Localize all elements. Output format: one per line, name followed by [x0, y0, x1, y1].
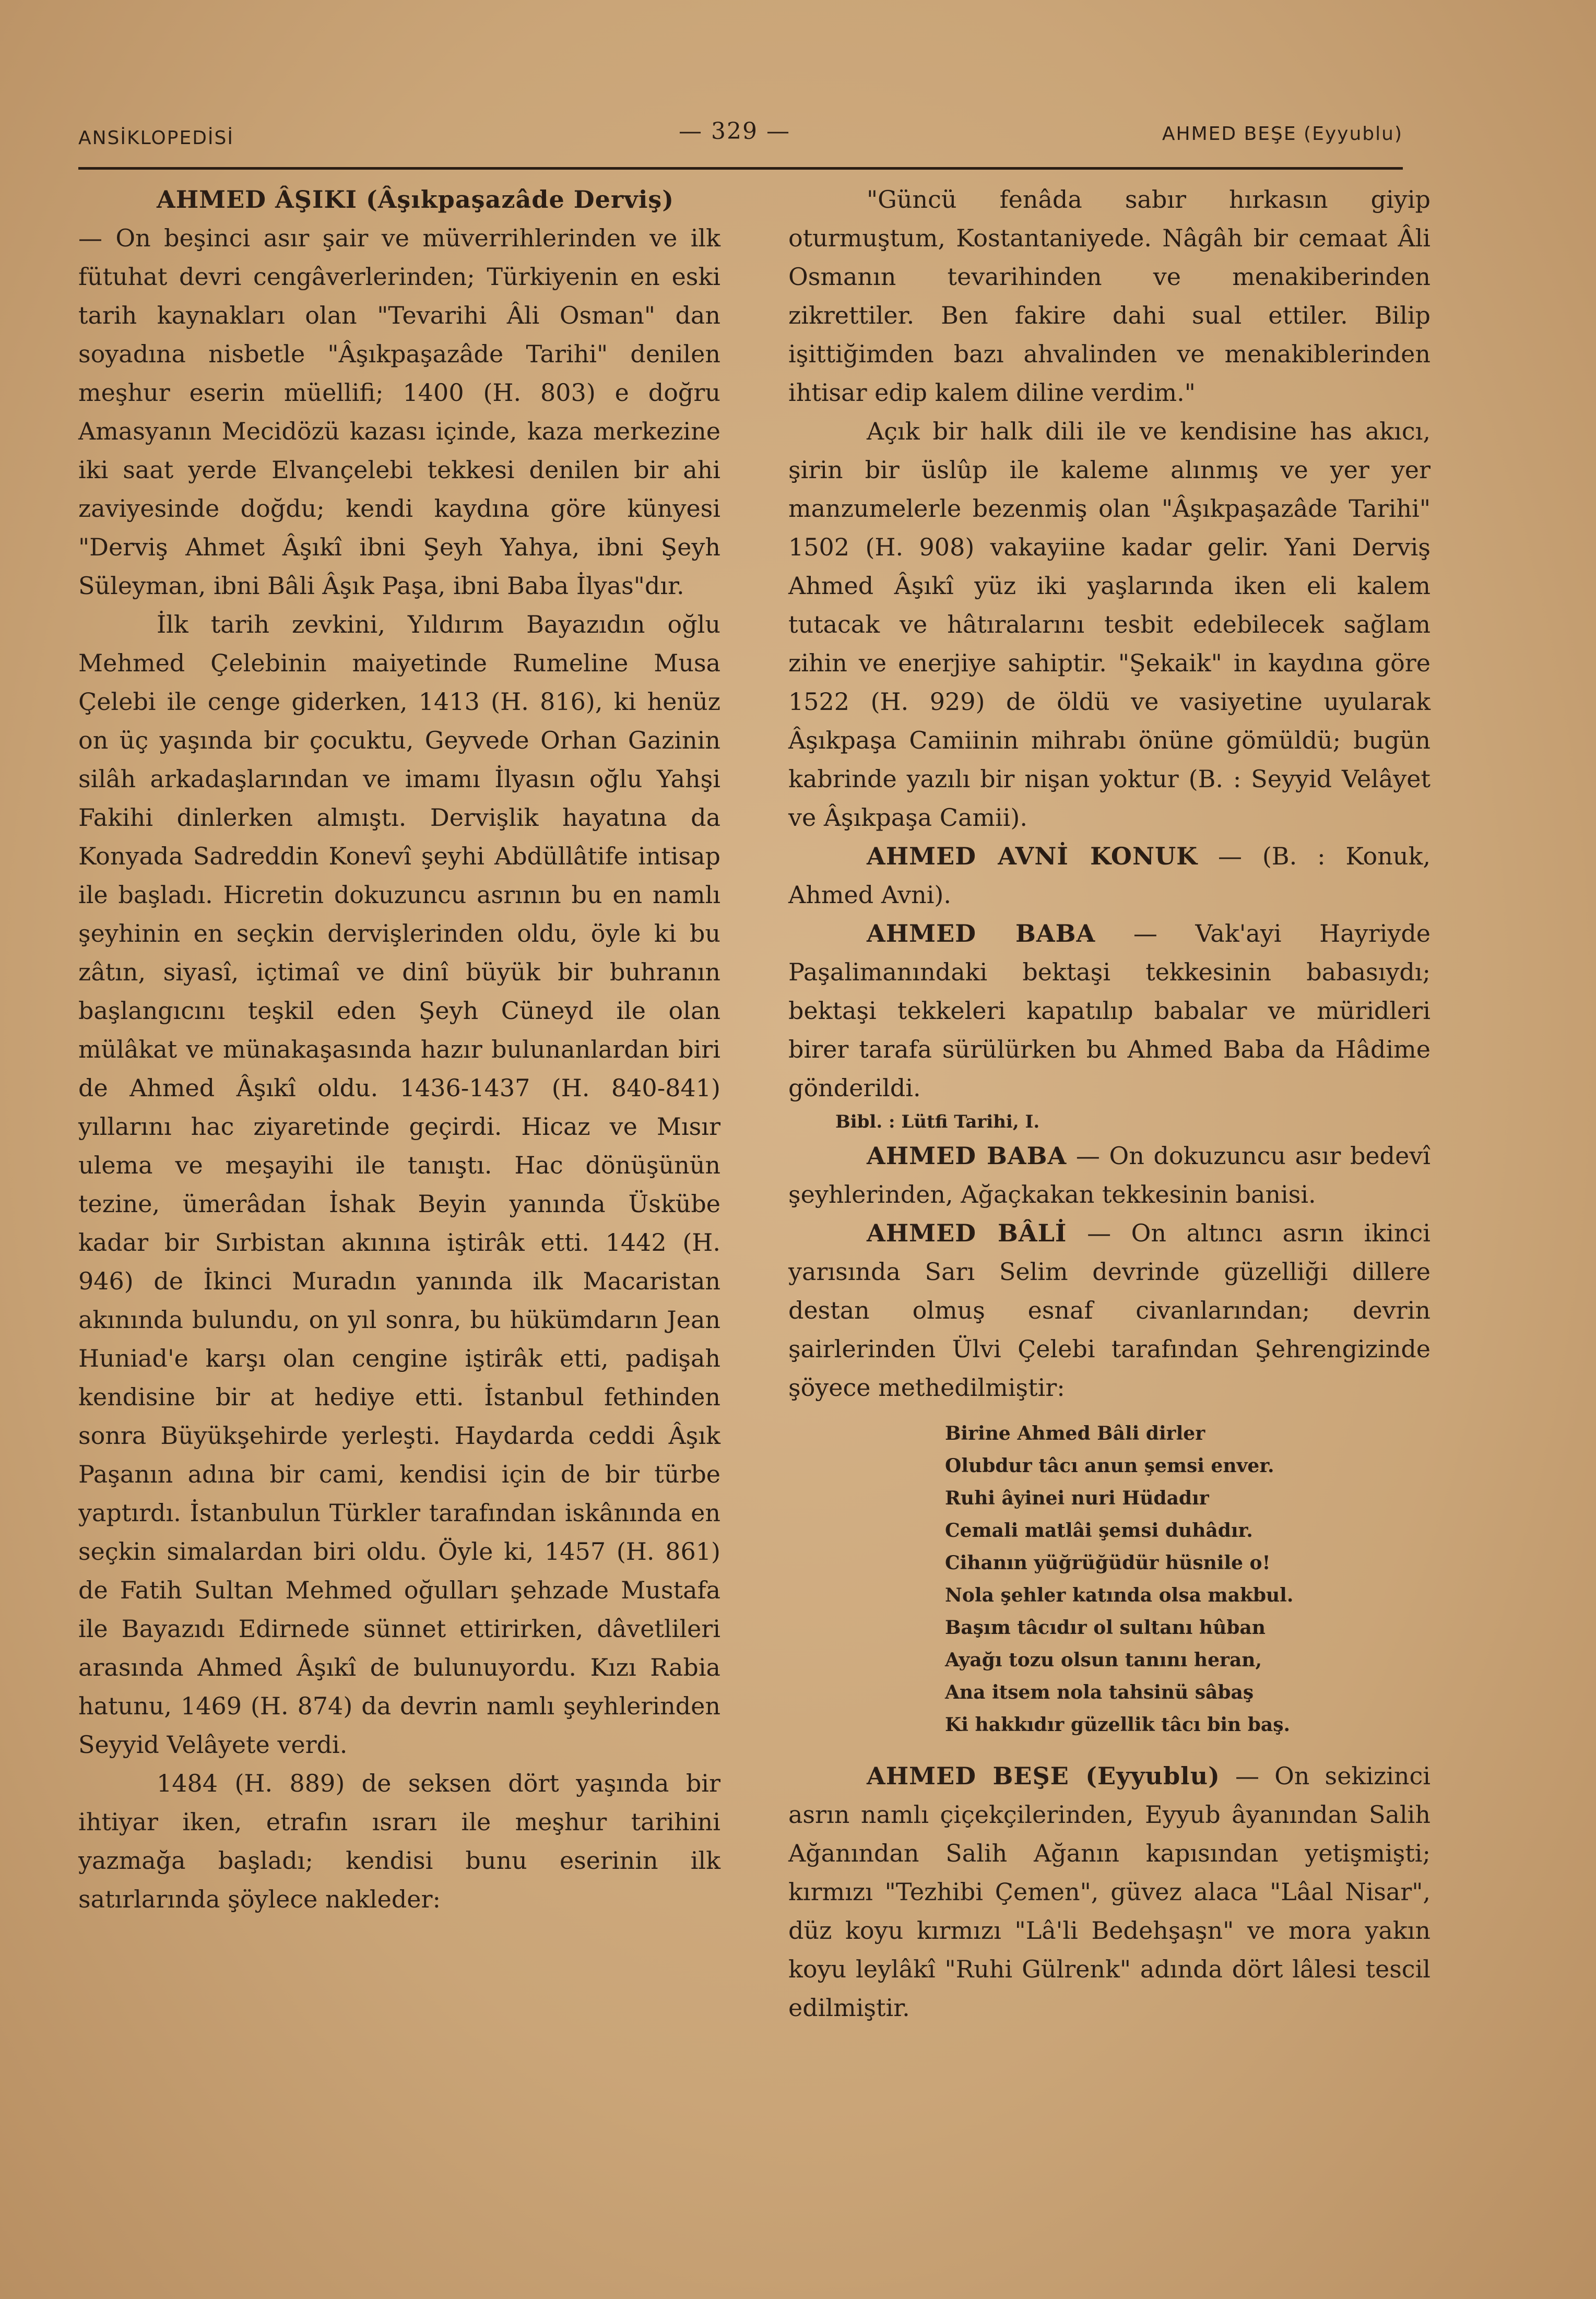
header-right: AHMED BEŞE (Eyyublu) — [1162, 123, 1403, 145]
left-column — [78, 180, 720, 1918]
paragraph: 1484 (H. 889) de seksen dört yaşında bir ihtiyar iken, etrafın ısrarı ile meşhur tarihini yazmağa başladı; kendisi bunu eserinin ilk satırlarında şöylece nakleder: — [78, 1769, 720, 1913]
poem-line: Ayağı tozu olsun tanını heran, — [945, 1649, 1262, 1671]
paragraph: Açık bir halk dili ile ve kendisine has akıcı, şirin bir üslûp ile kaleme alınmış ve yer yer manzumelerle bezenmiş olan "Âşıkpaşazâde Tarihi" 1502 (H. 908) vakayiine kadar gelir. Yani Derviş Ahmed Âşıkî yüz iki yaşlarında iken eli kalem tutacak ve hâtıralarını tesbit edebilecek sağlam zihin ve enerjiye sahiptir. "Şekaik" in kaydına göre 1522 (H. 929) de öldü ve vasiyetine uyularak Âşıkpaşa Camiinin mihrabı önüne gömüldü; bugün kabrinde yazılı bir nişan yoktur (B. : Seyyid Velâyet ve Âşıkpaşa Camii). — [788, 417, 1431, 832]
entry-text: — On altıncı asrın ikinci yarısında Sarı Selim devrinde güzelliği dillere destan olmuş esnaf civanlarından; devrin şairlerinden Ülvi Çelebi tarafından Şehrengizinde şöyece methedilmiştir: — [788, 1219, 1431, 1402]
poem-line: Ana itsem nola tahsinü sâbaş — [945, 1681, 1254, 1703]
entry-text: — On sekizinci asrın namlı çiçekçilerinden, Eyyub âyanından Salih Ağanından Salih Ağanın kapısından yetişmişti; kırmızı "Tezhibi Çemen", güvez alaca "Lâal Nisar", düz koyu kırmızı "Lâ'li Bedehşaşn" ve mora yakın koyu leylâkî "Ruhi Gülrenk" adında dört lâlesi tescil edilmiştir. — [788, 1762, 1431, 2022]
quote-paragraph: "Güncü fenâda sabır hırkasın giyip oturmuştum, Kostantaniyede. Nâgâh bir cemaat Âli Osmanın tevarihinden ve menakiberinden zikrettiler. Ben fakire dahi sual ettiler. Bilip işittiğimden bazı ahvalinden ve menakiblerinden ihtisar edip kalem diline verdim." — [788, 185, 1431, 407]
entry-heading: AHMED AVNİ KONUK — [867, 842, 1198, 870]
entry-text: — Vak'ayi Hayriyde Paşalimanındaki bektaşi tekkesinin babasıydı; bektaşi tekkeleri kapatılıp babalar ve müridleri birer tarafa sürülürken bu Ahmed Baba da Hâdime gönderildi. — [788, 919, 1431, 1102]
entry-heading: AHMED BABA — [867, 919, 1096, 947]
entry-ahmed-bali — [788, 1214, 1431, 1407]
entry-ahmed-asiki — [78, 180, 720, 219]
poem — [788, 1417, 1431, 1741]
running-header — [78, 112, 1403, 149]
poem-line: Birine Ahmed Bâli dirler — [945, 1423, 1205, 1444]
poem-line: Başım tâcıdır ol sultanı hûban — [945, 1617, 1266, 1639]
header-left: ANSİKLOPEDİSİ — [78, 127, 234, 149]
poem-line: Ruhi âyinei nuri Hüdadır — [945, 1487, 1209, 1509]
entry-text: — On dokuzuncu asır bedevî şeyhlerinden, Ağaçkakan tekkesinin banisi. — [788, 1142, 1431, 1208]
entry-heading: AHMED BÂLİ — [867, 1219, 1067, 1247]
entry-text: — (B. : Konuk, Ahmed Avni). — [788, 842, 1431, 909]
entry-ahmed-baba-1 — [788, 914, 1431, 1107]
entry-ahmed-avni-konuk — [788, 837, 1431, 914]
paragraph: — On beşinci asır şair ve müverrihlerinden ve ilk fütuhat devri cengâverlerinden; Türkiyenin en eski tarih kaynakları olan "Tevarihi Âli Osman" dan soyadına nisbetle "Âşıkpaşazâde Tarihi" denilen meşhur eserin müellifi; 1400 (H. 803) e doğru Amasyanın Mecidözü kazası içinde, kaza merkezine iki saat yerde Elvançelebi tekkesi denilen bir ahi zaviyesinde doğdu; kendi kaydına göre künyesi "Derviş Ahmet Âşıkî ibni Şeyh Yahya, ibni Şeyh Süleyman, ibni Bâli Âşık Paşa, ibni Baba İlyas"dır. — [78, 224, 720, 600]
poem-line: Ki hakkıdır güzellik tâcı bin baş. — [945, 1714, 1291, 1736]
poem-line: Nola şehler katında olsa makbul. — [945, 1584, 1294, 1606]
entry-ahmed-baba-2 — [788, 1136, 1431, 1214]
poem-line: Olubdur tâcı anun şemsi enver. — [945, 1455, 1274, 1477]
paragraph: İlk tarih zevkini, Yıldırım Bayazıdın oğlu Mehmed Çelebinin maiyetinde Rumeline Musa Çelebi ile cenge giderken, 1413 (H. 816), ki henüz on üç yaşında bir çocuktu, Geyvede Orhan Gazinin silâh arkadaşlarından ve imamı İlyasın oğlu Yahşi Fakihi dinlerken almıştı. Dervişlik hayatına da Konyada Sadreddin Konevî şeyhi Abdüllâtife intisap ile başladı. Hicretin dokuzuncu asrının bu en namlı şeyhinin en seçkin dervişlerinden oldu, öyle ki bu zâtın, siyasî, içtimaî ve dinî büyük bir buhranın başlangıcını teşkil eden Şeyh Cüneyd ile olan mülâkat ve münakaşasında hazır bulunanlardan biri de Ahmed Âşıkî oldu. 1436-1437 (H. 840-841) yıllarını hac ziyaretinde geçirdi. Hicaz ve Mısır ulema ve meşayihi ile tanıştı. Hac dönüşünün tezine, ümerâdan İshak Beyin yanında Üskübe kadar bir Sırbistan akınına iştirâk etti. 1442 (H. 946) de İkinci Muradın yanında ilk Macaristan akınında bulundu, on yıl sonra, bu hükümdarın Jean Huniad'e karşı olan cengine iştirâk etti, padişah kendisine bir at hediye etti. İstanbul fethinden sonra Büyükşehirde yerleşti. Haydarda ceddi Âşık Paşanın adına bir cami, kendisi için de bir türbe yaptırdı. İstanbulun Türkler tarafından iskânında en seçkin simalardan biri oldu. Öyle ki, 1457 (H. 861) de Fatih Sultan Mehmed oğulları şehzade Mustafa ile Bayazıdı Edirnede sünnet ettirirken, dâvetlileri arasında Ahmed Âşıkî de bulunuyordu. Kızı Rabia hatunu, 1469 (H. 874) da devrin namlı şeyhlerinden Seyyid Velâyete verdi. — [78, 610, 720, 1759]
poem-line: Cemali matlâi şemsi duhâdır. — [945, 1520, 1253, 1542]
entry-heading: AHMED BABA — [867, 1142, 1067, 1170]
entry-heading: AHMED BEŞE (Eyyublu) — [867, 1762, 1220, 1790]
page-number: — 329 — — [679, 118, 790, 145]
header-rule — [78, 167, 1403, 170]
bibliography: Bibl. : Lütfi Tarihi, I. — [835, 1111, 1040, 1132]
entry-ahmed-bese — [788, 1757, 1431, 2027]
poem-line: Cihanın yüğrüğüdür hüsnile o! — [945, 1552, 1271, 1574]
right-column — [788, 180, 1431, 2027]
entry-heading: AHMED ÂŞIKI (Âşıkpaşazâde Derviş) — [157, 185, 674, 214]
